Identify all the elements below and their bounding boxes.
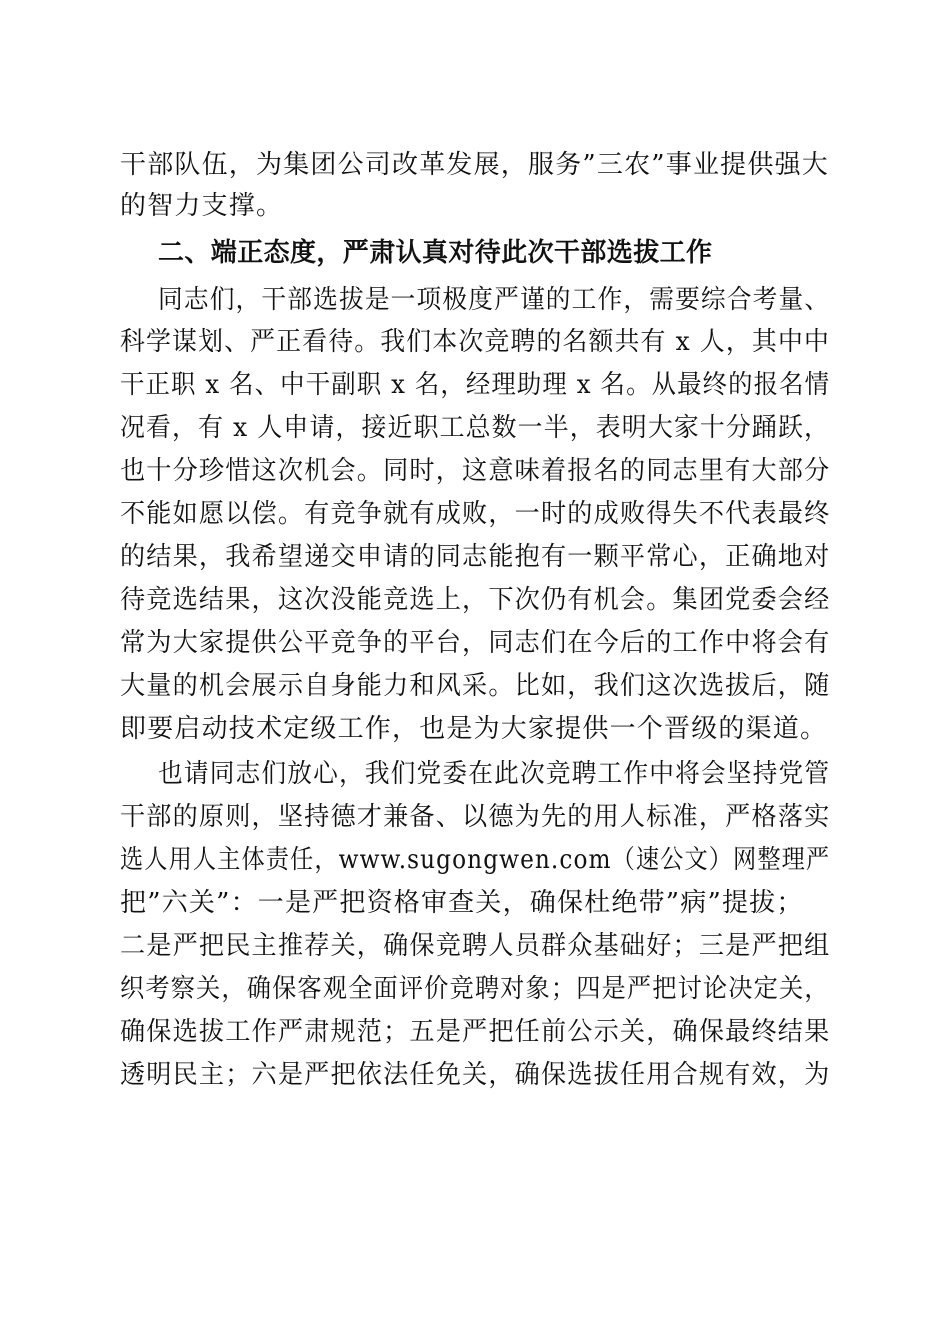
- text-line: 科学谋划、严正看待。我们本次竞聘的名额共有 x 人，其中中: [120, 327, 831, 357]
- text-line: 况看，有 x 人申请，接近职工总数一半，表明大家十分踊跃，: [120, 413, 831, 443]
- text-line: 选人用人主体责任，www.sugongwen.com（速公文）网整理严: [120, 845, 831, 875]
- text-line: 干部的原则，坚持德才兼备、以德为先的用人标准，严格落实: [120, 802, 831, 832]
- text-line: 干正职 x 名、中干副职 x 名，经理助理 x 名。从最终的报名情: [120, 370, 831, 400]
- text-line: 大量的机会展示自身能力和风采。比如，我们这次选拔后，随: [120, 671, 831, 701]
- text-line: 不能如愿以偿。有竞争就有成败，一时的成败得失不代表最终: [120, 499, 831, 529]
- section-heading: 二、端正态度，严肃认真对待此次干部选拔工作: [158, 238, 713, 268]
- text-line: 也十分珍惜这次机会。同时，这意味着报名的同志里有大部分: [120, 456, 831, 486]
- text-line: 待竞选结果，这次没能竞选上，下次仍有机会。集团党委会经: [120, 585, 831, 615]
- text-line: 把”六关”：一是严把资格审查关，确保杜绝带”病”提拔；: [120, 888, 804, 918]
- text-line: 干部队伍，为集团公司改革发展，服务”三农”事业提供强大: [120, 150, 829, 180]
- text-line: 也请同志们放心，我们党委在此次竞聘工作中将会坚持党管: [158, 759, 831, 789]
- text-line: 的结果，我希望递交申请的同志能抱有一颗平常心，正确地对: [120, 542, 831, 572]
- text-line: 的智力支撑。: [120, 191, 284, 221]
- text-line: 透明民主；六是严把依法任免关，确保选拔任用合规有效，为: [120, 1060, 831, 1090]
- text-line: 常为大家提供公平竞争的平台，同志们在今后的工作中将会有: [120, 628, 831, 658]
- text-line: 同志们，干部选拔是一项极度严谨的工作，需要综合考量、: [158, 285, 831, 315]
- text-line: 二是严把民主推荐关，确保竞聘人员群众基础好；三是严把组: [120, 931, 831, 961]
- text-line: 确保选拔工作严肃规范；五是严把任前公示关，确保最终结果: [120, 1017, 831, 1047]
- text-line: 织考察关，确保客观全面评价竞聘对象；四是严把讨论决定关，: [120, 974, 830, 1004]
- text-line: 即要启动技术定级工作，也是为大家提供一个晋级的渠道。: [120, 714, 828, 744]
